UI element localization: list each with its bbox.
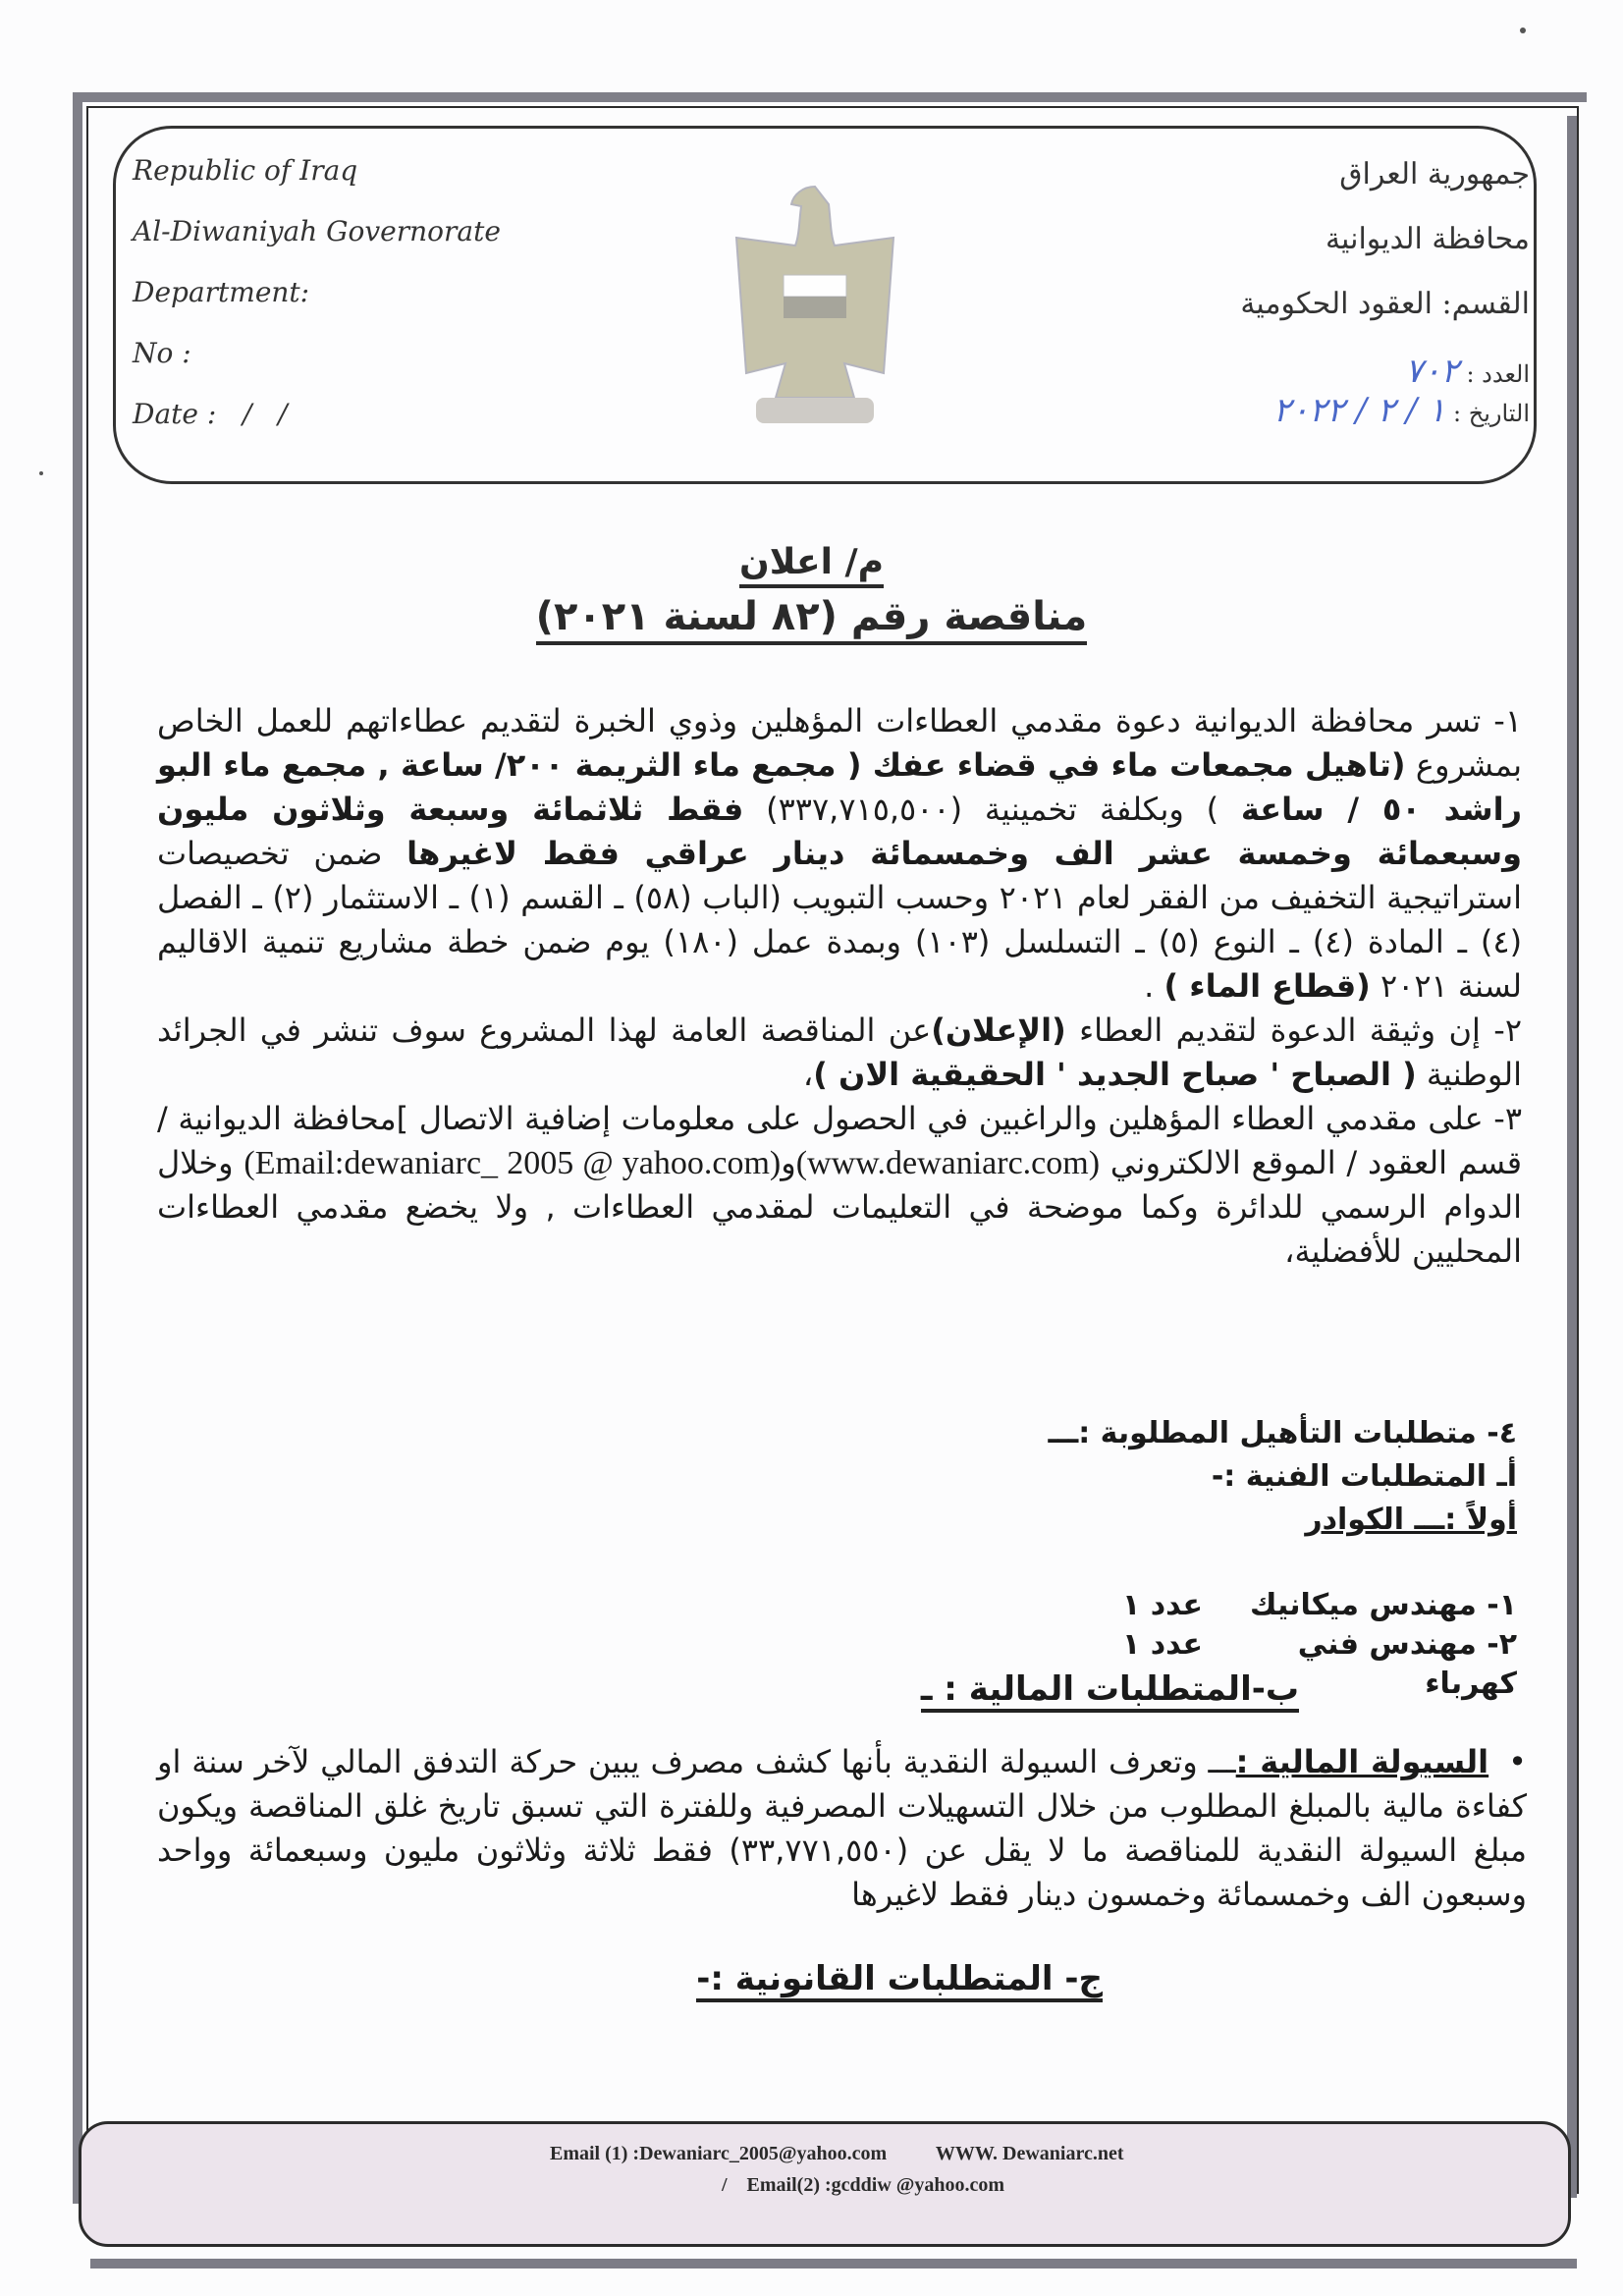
technical-requirements-heading: أـ المتطلبات الفنية :- [1211, 1459, 1517, 1494]
p2-end: ، [802, 1056, 814, 1093]
section-4-heading: ٤- متطلبات التأهيل المطلوبة :ـــ [1048, 1416, 1517, 1450]
date-value: ١ / ٢ / ٢٠٢٢ [1272, 391, 1446, 430]
letterhead-english [133, 154, 501, 462]
p1-allocation: ضمن تخصيصات استراتيجية التخفيف من الفقر لعام ٢٠٢١ وحسب التبويب (الباب (٥٨) ـ القسم (١) ـ الاستثمار (٢) ـ الفصل (٤) ـ المادة (٤) ـ النوع (٥) ـ التسلسل (١٠٣) وبمدة عمل (١٨٠) يوم ضمن خطة مشاريع تنمية الاقاليم لسنة ٢٠٢١ [157, 835, 1523, 1005]
section-c-title: ج- المتطلبات القانونية :- [696, 1959, 1103, 2002]
list-item [1085, 1586, 1517, 1625]
paragraph-2 [157, 1009, 1522, 1097]
qualification-requirements [1048, 1412, 1517, 1542]
p2-text: ٢- إن وثيقة الدعوة لتقديم العطاء [1065, 1011, 1522, 1049]
liquidity-title: السيولة المالية : [1235, 1743, 1489, 1780]
date-label-en: Date : / / [133, 398, 288, 430]
p2-announcement: (الإعلان) [931, 1011, 1066, 1049]
liquidity-requirement [157, 1740, 1527, 1917]
p2-text-2: عن المناقصة العامة لهذا المشروع سوف تنشر في الجرائد الوطنية [157, 1011, 1522, 1093]
letterhead-arabic [1240, 157, 1530, 430]
date-label-ar: التاريخ : [1452, 400, 1530, 427]
section-b-title: ب-المتطلبات المالية : ـ [921, 1669, 1299, 1713]
p1-text: ١- تسر محافظة الديوانية دعوة مقدمي العطاءات المؤهلين وذوي الخبرة لتقديم عطاءاتهم للعمل الخاص بمشروع [157, 702, 1523, 784]
date-field [1240, 391, 1530, 430]
liquidity-text: ـــ وتعرف السيولة النقدية بأنها كشف مصرف يبين حركة التدفق المالي لآخر سنة او كفاءة مالية بالمبلغ المطلوب من خلال التسهيلات المصرفية وللفترة التي تسبق تاريخ غلق المناقصة ويكون مبلغ السيولة النقدية للمناقصة ما لا يقل عن (٣٣,٧٧١,٥٥٠) فقط ثلاثة وثلاثون مليون وسبعمائة وواحد وسبعون الف وخمسمائة وخمسون دينار فقط لاغيرها [157, 1743, 1528, 1913]
cadre-count: عدد ١ [1122, 1627, 1203, 1662]
bullet-icon: • [1508, 1743, 1528, 1780]
iraq-eagle-emblem-icon [717, 177, 913, 432]
number-label-en: No : [133, 337, 191, 369]
title-line-2: مناقصة رقم (٨٢ لسنة ٢٠٢١) [536, 594, 1088, 645]
cadre-name: ١- مهندس ميكانيك [1250, 1588, 1517, 1622]
financial-requirements-heading [921, 1669, 1299, 1709]
paragraph-1 [157, 699, 1522, 1009]
number-field [1240, 352, 1530, 391]
footer-email-2[interactable]: / Email(2) :gcddiw @yahoo.com [722, 2174, 1005, 2196]
p1-end: . [1144, 967, 1164, 1005]
governorate-en: Al-Diwaniyah Governorate [133, 215, 501, 247]
p2-newspapers: ( الصباح ' صباح الجديد ' الحقيقية الان ) [813, 1056, 1417, 1093]
scan-speck [1520, 27, 1526, 33]
cadres-heading: أولاً :ـــ الكوادر [1305, 1503, 1517, 1537]
legal-requirements-heading [696, 1959, 1103, 1998]
frame-shadow [90, 2259, 1577, 2269]
country-en: Republic of Iraq [133, 154, 358, 187]
cadre-name: ٢- مهندس فني كهرباء [1297, 1627, 1517, 1701]
scan-speck [39, 471, 43, 475]
footer-line-1 [550, 2143, 1124, 2165]
paragraph-3 [157, 1097, 1522, 1274]
email-link[interactable]: (Email:dewaniarc_ 2005 @ yahoo.com) [243, 1145, 782, 1181]
department-label-en: Department: [133, 276, 310, 308]
footer-website[interactable]: WWW. Dewaniarc.net [935, 2143, 1124, 2164]
p1-cost-words: فقط ثلاثمائة وسبعة وثلاثون مليون وسبعمائة وخمسة عشر الف وخمسمائة دينار عراقي فقط لاغيرها [157, 791, 1523, 872]
p1-sector: (قطاع الماء ) [1163, 967, 1371, 1005]
p1-cost: ) وبكلفة تخمينية (٣٣٧,٧١٥,٥٠٠) [743, 791, 1241, 828]
cadre-count: عدد ١ [1122, 1588, 1203, 1622]
p3-text: ٣- على مقدمي العطاء المؤهلين والراغبين في الحصول على معلومات إضافية الاتصال ]محافظة الديوانية / قسم العقود / الموقع الالكتروني [157, 1100, 1523, 1181]
p3-text-2: وخلال الدوام الرسمي للدائرة وكما موضحة في التعليمات لمقدمي العطاءات , ولا يخضع مقدمي العطاءات المحليين للأفضلية، [157, 1144, 1522, 1270]
website-link[interactable]: (www.dewaniarc.com) [795, 1145, 1101, 1181]
number-label-ar: العدد : [1466, 360, 1530, 388]
announcement-title [0, 542, 1623, 582]
footer-email-1[interactable]: Email (1) :Dewaniarc_2005@yahoo.com [550, 2143, 888, 2164]
department-ar: القسم: العقود الحكومية [1240, 287, 1530, 321]
announcement-body [157, 699, 1522, 1274]
title-line-1: م/ اعلان [739, 542, 884, 588]
governorate-ar: محافظة الديوانية [1325, 222, 1530, 256]
tender-number-title [0, 594, 1623, 639]
p1-project-name: (تاهيل مجمعات ماء في قضاء عفك ( مجمع ماء الثريمة ٢٠٠/ ساعة , مجمع ماء البو راشد ٥٠ / ساعة [157, 746, 1523, 828]
p3-and: و [781, 1144, 796, 1181]
country-ar: جمهورية العراق [1339, 157, 1530, 191]
number-value: ٧٠٢ [1405, 352, 1459, 391]
frame-shadow [1567, 116, 1577, 2198]
